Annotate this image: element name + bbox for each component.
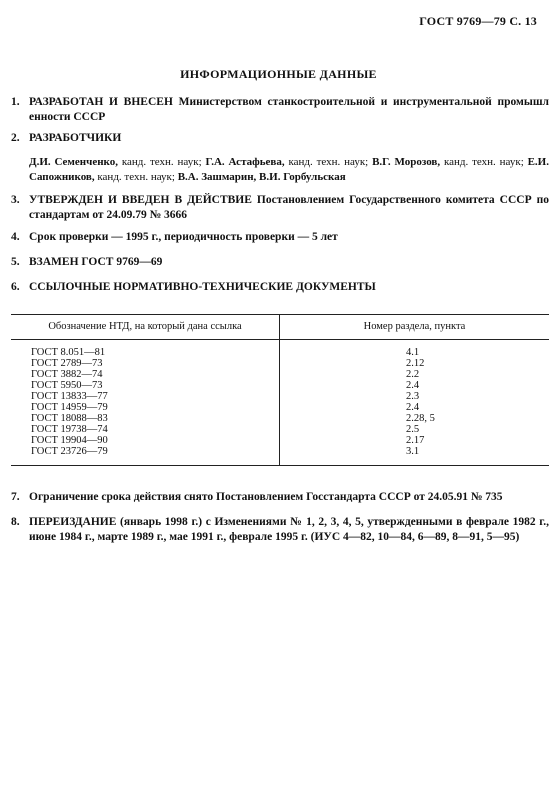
references-table [11, 314, 549, 466]
developer-name: В.А. Зашмарин, В.И. Горбульская [177, 171, 346, 183]
section-4 [11, 230, 549, 245]
table-cell-section: 2.4 [406, 380, 420, 391]
section-number: 5. [11, 256, 20, 268]
page-header: ГОСТ 9769—79 С. 13 [419, 14, 537, 28]
section-7 [11, 490, 549, 505]
section-text: Ограничение срока действия снято Постановлением Госстандарта СССР от 24.05.91 № 735 [29, 491, 503, 503]
table-cell-section: 4.1 [406, 347, 420, 358]
section-text: РАЗРАБОТАН И ВНЕСЕН Министерством станкостроительной и инструментальной промышл енности СССР [29, 96, 549, 123]
section-5 [11, 255, 549, 270]
developer-name: Д.И. Семенченко, [29, 156, 119, 168]
table-cell-section: 3.1 [406, 446, 420, 457]
developer-name: Г.А. Астафьева, [205, 156, 285, 168]
section-text: ПЕРЕИЗДАНИЕ (январь 1998 г.) с Изменениями № 1, 2, 3, 4, 5, утвержденными в феврале 1982 г., июне 1984 г., марте 1989 г., мае 1991 г., феврале 1995 г. (ИУС 4—82, 10—84, 6—89, 8—91, 5—95) [29, 516, 549, 543]
section-3 [11, 193, 549, 223]
table-border-bottom [11, 465, 549, 466]
section-8 [11, 515, 549, 545]
table-cell-section: 2.12 [406, 358, 425, 369]
table-cell-doc: ГОСТ 3882—74 [31, 369, 103, 380]
table-header-document: Обозначение НТД, на который дана ссылка [48, 321, 242, 332]
section-2 [11, 131, 549, 146]
section-number: 4. [11, 231, 20, 243]
table-column-sections [280, 347, 549, 457]
section-text: УТВЕРЖДЕН И ВВЕДЕН В ДЕЙСТВИЕ Постановлением Государственного комитета СССР по стандартам от 24.09.79 № 3666 [29, 194, 549, 221]
table-cell-section: 2.17 [406, 435, 425, 446]
table-border-top [11, 314, 549, 315]
table-header-section: Номер раздела, пункта [363, 321, 466, 332]
developer-degree: канд. техн. наук; [94, 171, 178, 183]
section-6 [11, 280, 549, 295]
table-cell-doc: ГОСТ 14959—79 [31, 402, 108, 413]
table-column-documents [31, 347, 108, 457]
table-cell-section: 2.2 [406, 369, 420, 380]
section-number: 1. [11, 96, 20, 108]
developer-degree: канд. техн. наук; [440, 156, 528, 168]
table-cell-section: 2.3 [406, 391, 420, 402]
table-cell-section: 2.5 [406, 424, 420, 435]
developer-degree: канд. техн. наук; [118, 156, 206, 168]
table-cell-doc: ГОСТ 5950—73 [31, 380, 103, 391]
section-number: 8. [11, 516, 20, 528]
section-1 [11, 95, 549, 125]
table-cell-doc: ГОСТ 2789—73 [31, 358, 103, 369]
developer-name: В.Г. Морозов, [372, 156, 441, 168]
table-header-divider [11, 339, 549, 340]
section-text: Срок проверки — 1995 г., периодичность проверки — 5 лет [29, 231, 338, 243]
section-number: 7. [11, 491, 20, 503]
table-cell-doc: ГОСТ 19738—74 [31, 424, 108, 435]
section-text: РАЗРАБОТЧИКИ [29, 132, 122, 144]
section-number: 3. [11, 194, 20, 206]
table-cell-section: 2.4 [406, 402, 420, 413]
section-number: 6. [11, 281, 20, 293]
table-cell-doc: ГОСТ 23726—79 [31, 446, 108, 457]
developer-name: Е.И. Сапожников, [29, 156, 549, 183]
table-cell-section: 2.28, 5 [406, 413, 435, 424]
developer-degree: канд. техн. наук; [284, 156, 373, 168]
section-text: ССЫЛОЧНЫЕ НОРМАТИВНО-ТЕХНИЧЕСКИЕ ДОКУМЕНТЫ [29, 281, 376, 293]
table-cell-doc: ГОСТ 13833—77 [31, 391, 108, 402]
section-text: ВЗАМЕН ГОСТ 9769—69 [29, 256, 163, 268]
page-title: ИНФОРМАЦИОННЫЕ ДАННЫЕ [180, 67, 377, 81]
table-cell-doc: ГОСТ 18088—83 [31, 413, 108, 424]
table-cell-doc: ГОСТ 19904—90 [31, 435, 108, 446]
section-number: 2. [11, 132, 20, 144]
developers-list [29, 155, 549, 185]
table-cell-doc: ГОСТ 8.051—81 [31, 347, 106, 358]
